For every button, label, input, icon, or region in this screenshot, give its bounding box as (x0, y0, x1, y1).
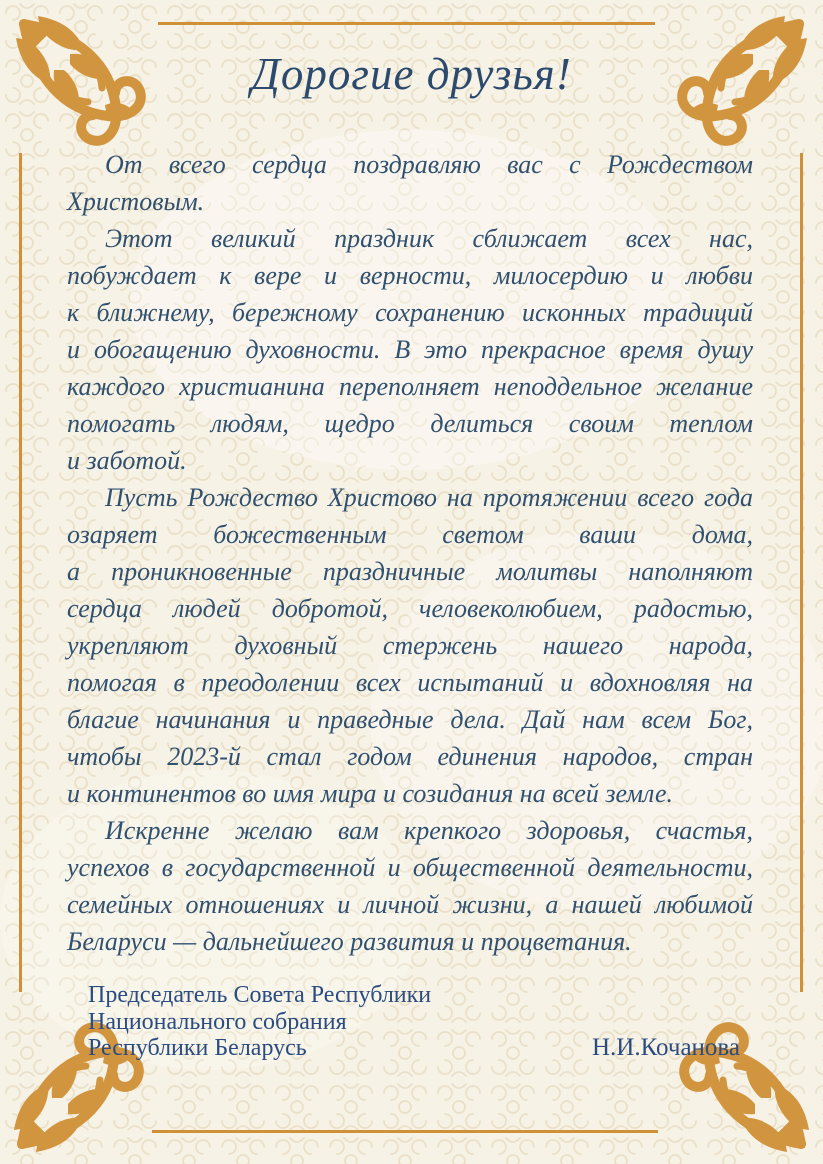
body-line: Этот великий праздник сближает всех нас, (105, 224, 753, 253)
body-line: От всего сердца поздравляю вас с Рождеством (105, 150, 753, 179)
body-line: и заботой. (67, 446, 187, 475)
frame-rule-bottom (152, 1130, 658, 1133)
card-title: Дорогие друзья! (251, 49, 572, 99)
body-line: успехов в государственной и общественной деятельности, (67, 853, 753, 882)
body-line: чтобы 2023-й стал годом единения народов, стран (67, 742, 753, 771)
signature-block (88, 982, 740, 1062)
body-text (67, 146, 753, 960)
body-line: Христовым. (67, 187, 205, 216)
body-line: а проникновенные праздничные молитвы наполняют (67, 557, 753, 586)
body-line: Искренне желаю вам крепкого здоровья, счастья, (105, 816, 753, 845)
frame-rule-top (158, 22, 655, 25)
body-line: укрепляют духовный стержень нашего народа, (67, 631, 753, 660)
signature-role (88, 982, 431, 1062)
body-line: Беларуси — дальнейшего развития и процветания. (67, 927, 632, 956)
body-line: Пусть Рождество Христово на протяжении всего года (105, 483, 753, 512)
body-line: и континентов во имя мира и созидания на всей земле. (67, 779, 674, 808)
signature-name: Н.И.Кочанова (591, 1034, 740, 1061)
signature-role-line: Председатель Совета Республики (88, 982, 432, 1008)
body-line: побуждает к вере и верности, милосердию и любви (67, 261, 753, 290)
body-line: сердца людей добротой, человеколюбием, радостью, (67, 594, 753, 623)
signature-role-line: Республики Беларусь (88, 1035, 307, 1061)
body-line: семейных отношениях и личной жизни, а нашей любимой (67, 890, 753, 919)
body-line: благие начинания и праведные дела. Дай нам всем Бог, (67, 705, 753, 734)
body-line: озаряет божественным светом ваши дома, (67, 520, 753, 549)
body-line: каждого христианина переполняет неподдельное желание (67, 372, 753, 401)
frame-rule-right (800, 153, 803, 992)
body-line: помогать людям, щедро делиться своим теплом (67, 409, 753, 438)
frame-rule-left (19, 153, 22, 992)
body-line: и обогащению духовности. В это прекрасное время душу (67, 335, 753, 364)
body-line: к ближнему, бережному сохранению исконных традиций (67, 298, 753, 327)
signature-role-line: Национального собрания (88, 1008, 347, 1035)
body-line: помогая в преодолении всех испытаний и вдохновляя на (67, 668, 753, 697)
